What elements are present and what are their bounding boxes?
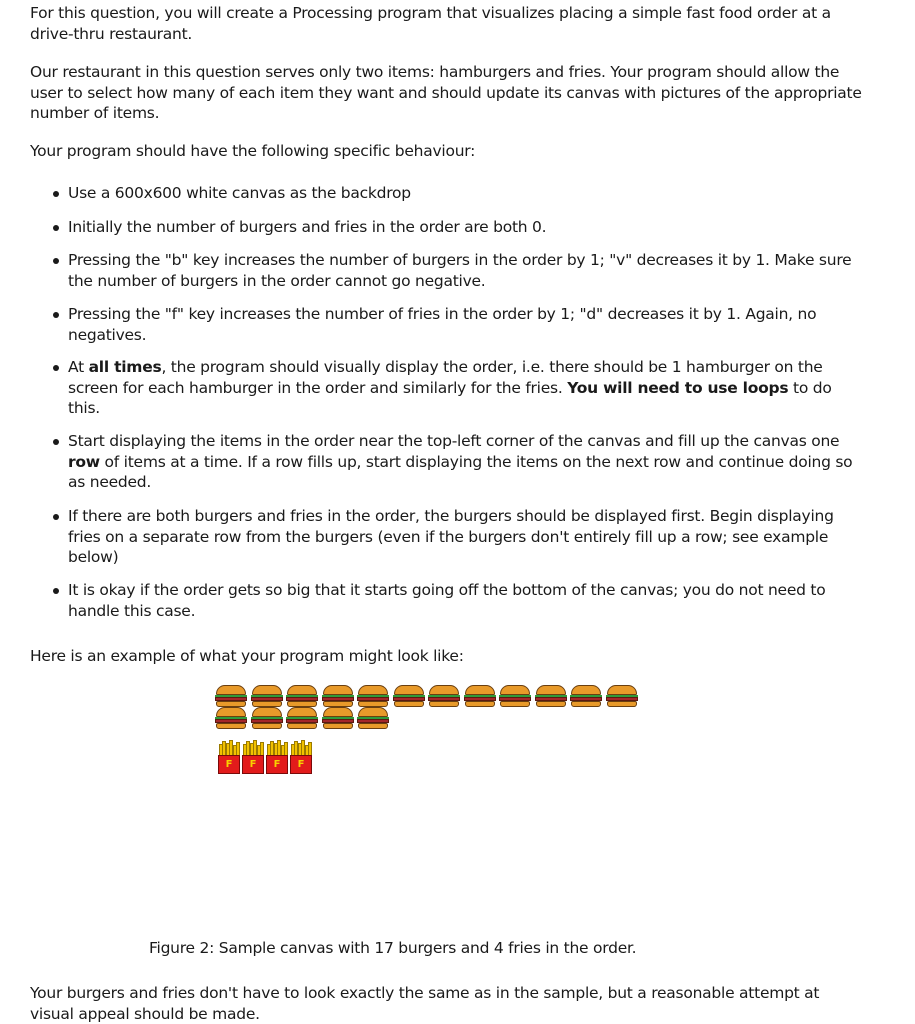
burger-icon (392, 684, 426, 708)
fries-icon (218, 738, 240, 774)
burger-icon (214, 684, 248, 708)
burger-icon (321, 706, 355, 730)
fries-box-label: F (242, 755, 264, 774)
fries-icon (290, 738, 312, 774)
burger-icon (534, 684, 568, 708)
bold-use-loops: You will need to use loops (567, 378, 789, 397)
fries-icon (242, 738, 264, 774)
bullet-icon (53, 258, 59, 264)
burger-icon (250, 706, 284, 730)
burger-icon (250, 684, 284, 708)
bullet-text: If there are both burgers and fries in the order, the burgers should be displayed first. Begin displaying fries on a separate row from the burgers (even if the burgers don't entirely fill up a row; see example below) (68, 507, 834, 566)
fries-box-label: F (266, 755, 288, 774)
bullet-icon (53, 312, 59, 318)
bullet-text: Initially the number of burgers and fries in the order are both 0. (68, 218, 547, 236)
burger-icon (498, 684, 532, 708)
burger-icon (427, 684, 461, 708)
bullet-text: Use a 600x600 white canvas as the backdrop (68, 184, 411, 202)
burger-icon (285, 684, 319, 708)
burger-icon (356, 706, 390, 730)
intro-paragraph-2: Our restaurant in this question serves only two items: hamburgers and fries. Your program should allow the user to select how many of each item they want and should update its canvas with pictures of the appropriate number of items. (30, 63, 862, 122)
bullet-text: Pressing the "f" key increases the number of fries in the order by 1; "d" decreases it by 1. Again, no negatives. (68, 305, 817, 344)
figure-caption: Figure 2: Sample canvas with 17 burgers and 4 fries in the order. (149, 939, 637, 957)
burger-icon (321, 684, 355, 708)
closing-paragraph: Your burgers and fries don't have to look exactly the same as in the sample, but a reasonable attempt at visual appeal should be made. (30, 984, 820, 1023)
burger-icon (605, 684, 639, 708)
example-intro: Here is an example of what your program might look like: (30, 647, 464, 665)
bullet-icon (53, 588, 59, 594)
bullet-icon (53, 365, 59, 371)
intro-paragraph-1: For this question, you will create a Processing program that visualizes placing a simple fast food order at a drive-thru restaurant. (30, 4, 831, 43)
bold-row: row (68, 452, 100, 471)
intro-paragraph-3: Your program should have the following specific behaviour: (30, 142, 476, 160)
fries-box-label: F (290, 755, 312, 774)
fries-box-label: F (218, 755, 240, 774)
bullet-text: It is okay if the order gets so big that it starts going off the bottom of the canvas; you do not need to handle this case. (68, 581, 826, 620)
burger-icon (356, 684, 390, 708)
burger-icon (214, 706, 248, 730)
fries-icon (266, 738, 288, 774)
bullet-text: At all times, the program should visually display the order, i.e. there should be 1 hamburger on the screen for each hamburger in the order and similarly for the fries. You will need to use loops to do this. (68, 358, 832, 417)
bullet-icon (53, 514, 59, 520)
burger-icon (285, 706, 319, 730)
bullet-icon (53, 439, 59, 445)
burger-icon (463, 684, 497, 708)
sample-canvas-figure (214, 684, 654, 804)
bullet-icon (53, 191, 59, 197)
bullet-text: Start displaying the items in the order near the top-left corner of the canvas and fill up the canvas one row of items at a time. If a row fills up, start displaying the items on the next row and continue doing so as needed. (68, 432, 853, 491)
bullet-icon (53, 225, 59, 231)
bullet-text: Pressing the "b" key increases the number of burgers in the order by 1; "v" decreases it by 1. Make sure the number of burgers in the order cannot go negative. (68, 251, 852, 290)
bold-all-times: all times (88, 358, 162, 376)
burger-icon (569, 684, 603, 708)
